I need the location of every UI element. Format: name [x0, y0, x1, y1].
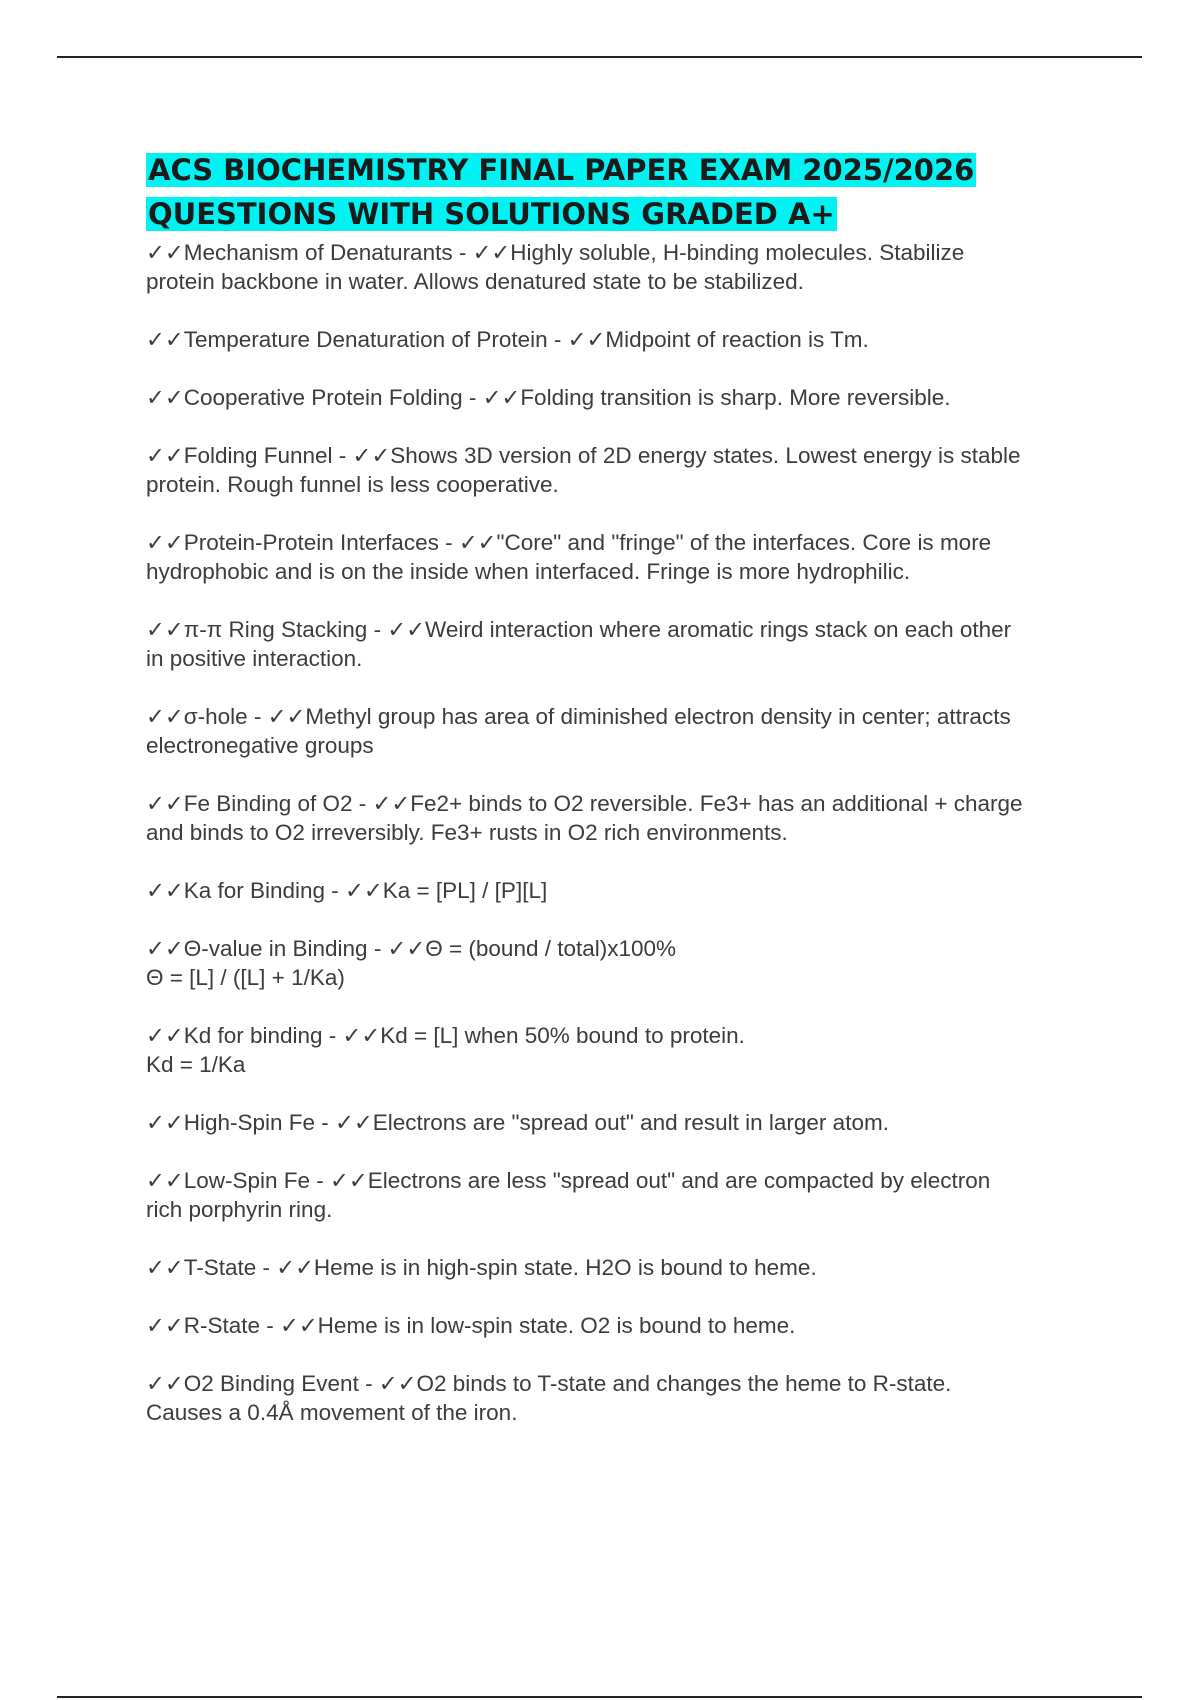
footer-rule — [57, 1696, 1142, 1698]
qa-entry — [146, 325, 1106, 354]
qa-entry — [146, 1108, 1106, 1137]
qa-entry-line: protein. Rough funnel is less cooperative. — [146, 472, 559, 497]
qa-entry-line: ✓✓Temperature Denaturation of Protein - ✓✓Midpoint of reaction is Tm. — [146, 327, 869, 352]
qa-entry — [146, 238, 1106, 296]
qa-entry-line: ✓✓O2 Binding Event - ✓✓O2 binds to T-state and changes the heme to R-state. — [146, 1371, 952, 1396]
qa-entry — [146, 1369, 1106, 1427]
header-rule — [57, 56, 1142, 58]
qa-entry — [146, 528, 1106, 586]
qa-entry-line: ✓✓Fe Binding of O2 - ✓✓Fe2+ binds to O2 reversible. Fe3+ has an additional + charge — [146, 791, 1023, 816]
qa-entry — [146, 441, 1106, 499]
qa-entry-line: ✓✓σ-hole - ✓✓Methyl group has area of diminished electron density in center; attracts — [146, 704, 1011, 729]
qa-entry-line: ✓✓Θ-value in Binding - ✓✓Θ = (bound / total)x100% — [146, 936, 677, 961]
qa-entry-line: ✓✓High-Spin Fe - ✓✓Electrons are "spread out" and result in larger atom. — [146, 1110, 889, 1135]
qa-entry-line: ✓✓T-State - ✓✓Heme is in high-spin state. H2O is bound to heme. — [146, 1255, 817, 1280]
qa-entry-list — [146, 238, 1106, 1427]
qa-entry-line: Causes a 0.4Å movement of the iron. — [146, 1400, 518, 1425]
qa-entry-line: ✓✓Protein-Protein Interfaces - ✓✓"Core" and "fringe" of the interfaces. Core is more — [146, 530, 992, 555]
qa-entry-line: hydrophobic and is on the inside when interfaced. Fringe is more hydrophilic. — [146, 559, 911, 584]
qa-entry-line: and binds to O2 irreversibly. Fe3+ rusts in O2 rich environments. — [146, 820, 788, 845]
qa-entry — [146, 615, 1106, 673]
qa-entry-line: protein backbone in water. Allows denatured state to be stabilized. — [146, 269, 804, 294]
qa-entry-line: ✓✓Cooperative Protein Folding - ✓✓Folding transition is sharp. More reversible. — [146, 385, 951, 410]
qa-entry — [146, 1021, 1106, 1079]
qa-entry — [146, 789, 1106, 847]
qa-entry-line: ✓✓Mechanism of Denaturants - ✓✓Highly soluble, H-binding molecules. Stabilize — [146, 240, 965, 265]
qa-entry-line: in positive interaction. — [146, 646, 363, 671]
qa-entry-line: electronegative groups — [146, 733, 374, 758]
qa-entry-line: ✓✓Kd for binding - ✓✓Kd = [L] when 50% bound to protein. — [146, 1023, 745, 1048]
qa-entry-line: rich porphyrin ring. — [146, 1197, 333, 1222]
qa-entry — [146, 383, 1106, 412]
qa-entry — [146, 702, 1106, 760]
document-body — [146, 148, 1106, 1456]
qa-entry-line: ✓✓R-State - ✓✓Heme is in low-spin state. O2 is bound to heme. — [146, 1313, 796, 1338]
qa-entry — [146, 1253, 1106, 1282]
qa-entry-line: ✓✓Ka for Binding - ✓✓Ka = [PL] / [P][L] — [146, 878, 548, 903]
qa-entry — [146, 1311, 1106, 1340]
title-line-2: QUESTIONS WITH SOLUTIONS GRADED A+ — [148, 197, 835, 231]
qa-entry-line: ✓✓π-π Ring Stacking - ✓✓Weird interaction where aromatic rings stack on each other — [146, 617, 1012, 642]
qa-entry — [146, 934, 1106, 992]
title-line-1: ACS BIOCHEMISTRY FINAL PAPER EXAM 2025/2026 — [148, 153, 975, 187]
qa-entry-line: Kd = 1/Ka — [146, 1052, 246, 1077]
qa-entry — [146, 876, 1106, 905]
qa-entry — [146, 1166, 1106, 1224]
qa-entry-line: ✓✓Low-Spin Fe - ✓✓Electrons are less "spread out" and are compacted by electron — [146, 1168, 991, 1193]
qa-entry-line: ✓✓Folding Funnel - ✓✓Shows 3D version of 2D energy states. Lowest energy is stable — [146, 443, 1021, 468]
qa-entry-line: Θ = [L] / ([L] + 1/Ka) — [146, 965, 345, 990]
document-title — [146, 148, 1106, 236]
